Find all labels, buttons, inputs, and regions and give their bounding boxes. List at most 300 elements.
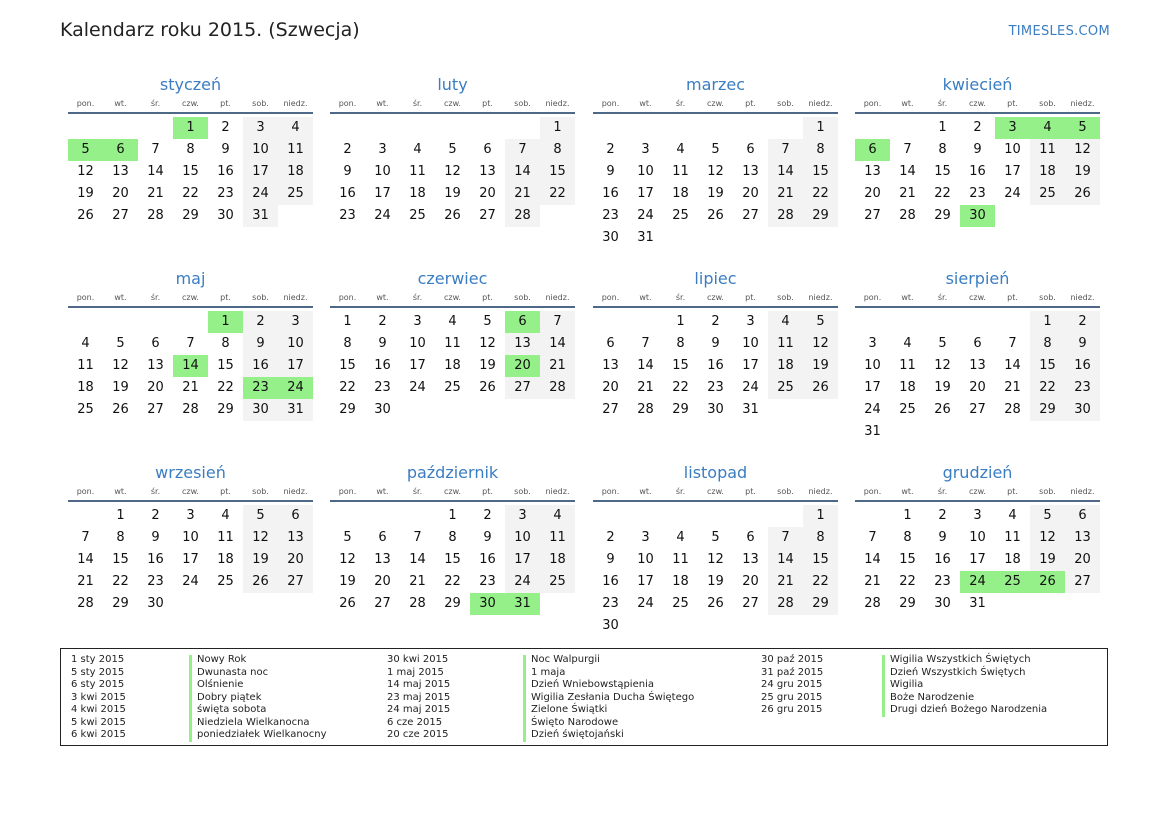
day-cell: 3 [746, 314, 755, 329]
month-block [330, 462, 575, 615]
day-grid [330, 114, 575, 227]
day-cell-empty [330, 117, 365, 139]
day-cell: 1 [803, 117, 838, 139]
day-cell: 2 [1065, 311, 1100, 333]
day-cell: 10 [409, 336, 426, 351]
month-name: wrzesień [155, 463, 226, 482]
weekday-label: niedz. [545, 293, 570, 302]
day-cell: 5 [938, 336, 947, 351]
month-block [68, 462, 313, 615]
day-cell: 16 [479, 552, 496, 567]
legend-date: 30 kwi 2015 [387, 654, 449, 665]
legend-names-1 [197, 654, 327, 742]
legend-date: 5 kwi 2015 [71, 716, 126, 728]
month-name: lipiec [694, 269, 737, 288]
day-cell: 1 [803, 505, 838, 527]
day-cell: 1 [116, 508, 125, 523]
day-cell: 29 [672, 402, 689, 417]
day-cell: 26 [479, 380, 496, 395]
day-cell: 22 [540, 183, 575, 205]
weekday-label: czw. [707, 293, 724, 302]
weekday-label: wt. [639, 293, 652, 302]
weekday-label: sob. [777, 293, 794, 302]
month-name: luty [437, 75, 468, 94]
day-cell: 16 [969, 164, 986, 179]
weekday-header [330, 96, 575, 114]
day-cell-empty [698, 505, 733, 527]
weekday-label: pon. [338, 487, 357, 496]
weekday-label: pon. [601, 293, 620, 302]
month-block [855, 268, 1100, 443]
day-cell: 2 [378, 314, 387, 329]
day-cell: 17 [243, 161, 278, 183]
day-cell: 5 [483, 314, 492, 329]
day-cell: 25 [540, 571, 575, 593]
day-cell: 8 [343, 336, 352, 351]
day-cell: 3 [243, 117, 278, 139]
weekday-header [593, 96, 838, 114]
day-cell: 8 [803, 527, 838, 549]
day-cell-holiday: 30 [960, 205, 995, 227]
month-name: listopad [683, 463, 748, 482]
weekday-label: czw. [182, 293, 199, 302]
day-cell: 12 [934, 358, 951, 373]
day-cell: 7 [903, 142, 912, 157]
legend-holiday-name: Niedziela Wielkanocna [197, 716, 310, 728]
day-cell: 21 [768, 183, 803, 205]
day-cell-empty [103, 311, 138, 333]
day-cell: 4 [413, 142, 422, 157]
legend-names-2 [531, 654, 694, 742]
day-cell: 2 [243, 311, 278, 333]
month-name: sierpień [945, 269, 1010, 288]
day-cell: 2 [221, 120, 230, 135]
month-name: kwiecień [942, 75, 1013, 94]
legend-holiday-name: Zielone Świątki [531, 704, 608, 715]
day-cell: 30 [243, 399, 278, 421]
weekday-label: śr. [150, 487, 161, 496]
day-cell: 11 [672, 552, 689, 567]
day-cell: 23 [217, 186, 234, 201]
day-cell: 8 [221, 336, 230, 351]
weekday-label: czw. [969, 99, 986, 108]
day-cell: 8 [938, 142, 947, 157]
day-cell: 28 [768, 593, 803, 615]
day-cell: 17 [969, 552, 986, 567]
day-cell: 27 [374, 596, 391, 611]
day-grid [855, 502, 1100, 615]
weekday-label: sob. [1039, 487, 1056, 496]
day-cell: 1 [903, 508, 912, 523]
day-cell: 27 [742, 596, 759, 611]
day-cell: 12 [1065, 139, 1100, 161]
day-cell: 26 [934, 402, 951, 417]
day-cell: 28 [768, 205, 803, 227]
day-cell-empty [855, 311, 890, 333]
day-cell: 9 [343, 164, 352, 179]
legend-date: 4 kwi 2015 [71, 704, 126, 715]
day-cell: 15 [182, 164, 199, 179]
month-block [855, 74, 1100, 227]
day-cell: 23 [602, 596, 619, 611]
day-cell-empty [663, 505, 698, 527]
day-cell: 7 [641, 336, 650, 351]
day-cell: 28 [1004, 402, 1021, 417]
day-cell: 8 [903, 530, 912, 545]
day-cell: 28 [182, 402, 199, 417]
weekday-header [330, 484, 575, 502]
day-cell: 31 [637, 230, 654, 245]
weekday-label: wt. [114, 487, 127, 496]
month-block [68, 74, 313, 227]
weekday-label: śr. [675, 99, 686, 108]
day-cell-empty [663, 117, 698, 139]
weekday-label: śr. [937, 99, 948, 108]
day-cell: 17 [505, 549, 540, 571]
day-cell: 5 [711, 530, 720, 545]
day-cell: 17 [1004, 164, 1021, 179]
day-cell-holiday: 6 [855, 139, 890, 161]
day-cell: 7 [768, 527, 803, 549]
weekday-label: niedz. [808, 99, 833, 108]
day-cell: 4 [81, 336, 90, 351]
day-cell: 2 [711, 314, 720, 329]
weekday-header [855, 290, 1100, 308]
weekday-label: sob. [777, 487, 794, 496]
day-cell: 29 [339, 402, 356, 417]
weekday-label: wt. [376, 487, 389, 496]
day-cell: 9 [378, 336, 387, 351]
legend-date: 6 cze 2015 [387, 716, 443, 728]
legend-holiday-name: Dzień świętojański [531, 729, 624, 740]
day-cell: 2 [343, 142, 352, 157]
day-cell: 10 [278, 333, 313, 355]
weekday-label: wt. [639, 487, 652, 496]
day-cell-holiday: 23 [243, 377, 278, 399]
weekday-label: śr. [412, 487, 423, 496]
legend-date: 3 kwi 2015 [71, 691, 126, 703]
weekday-label: niedz. [283, 487, 308, 496]
day-cell: 30 [1065, 399, 1100, 421]
day-cell: 20 [1065, 549, 1100, 571]
day-cell: 7 [1008, 336, 1017, 351]
legend-holiday-name: Dobry piątek [197, 691, 262, 703]
legend-holiday-name: Noc Walpurgii [531, 654, 600, 665]
month-block [855, 462, 1100, 615]
day-cell: 4 [768, 311, 803, 333]
day-cell: 21 [182, 380, 199, 395]
day-cell: 21 [409, 574, 426, 589]
weekday-label: czw. [444, 293, 461, 302]
day-cell: 26 [707, 208, 724, 223]
day-cell: 17 [278, 355, 313, 377]
day-cell: 10 [182, 530, 199, 545]
day-cell: 18 [672, 186, 689, 201]
weekday-label: sob. [252, 99, 269, 108]
day-cell: 19 [243, 549, 278, 571]
day-cell: 14 [505, 161, 540, 183]
day-cell-empty [890, 311, 925, 333]
weekday-label: pon. [601, 99, 620, 108]
day-cell: 8 [186, 142, 195, 157]
day-cell: 14 [77, 552, 94, 567]
day-cell: 22 [672, 380, 689, 395]
legend-date: 6 sty 2015 [71, 679, 125, 690]
day-cell: 29 [803, 205, 838, 227]
day-cell: 16 [602, 574, 619, 589]
day-cell-empty [733, 505, 768, 527]
day-cell: 20 [479, 186, 496, 201]
day-cell: 16 [707, 358, 724, 373]
day-cell: 13 [147, 358, 164, 373]
day-cell: 19 [707, 186, 724, 201]
day-cell-empty [768, 505, 803, 527]
day-cell: 28 [77, 596, 94, 611]
day-cell-empty [995, 311, 1030, 333]
day-cell: 4 [1008, 508, 1017, 523]
day-cell: 23 [707, 380, 724, 395]
legend-date: 25 gru 2015 [761, 691, 823, 703]
day-cell: 27 [505, 377, 540, 399]
day-cell: 15 [444, 552, 461, 567]
weekday-header [855, 96, 1100, 114]
day-grid [68, 114, 313, 227]
day-cell: 5 [343, 530, 352, 545]
day-cell: 4 [278, 117, 313, 139]
legend-date: 24 gru 2015 [761, 679, 823, 690]
day-cell: 19 [339, 574, 356, 589]
day-cell: 30 [374, 402, 391, 417]
day-cell: 13 [278, 527, 313, 549]
site-link[interactable]: TIMESLES.COM [1008, 24, 1110, 39]
legend-holiday-name: Boże Narodzenie [890, 691, 975, 703]
day-cell: 9 [483, 530, 492, 545]
weekday-label: śr. [412, 99, 423, 108]
month-name: maj [175, 269, 206, 288]
day-cell: 14 [768, 549, 803, 571]
day-cell: 24 [1004, 186, 1021, 201]
weekday-label: śr. [675, 293, 686, 302]
day-cell: 7 [540, 311, 575, 333]
legend-holiday-name: Wigilia Zesłania Ducha Świętego [531, 691, 695, 703]
day-cell: 11 [899, 358, 916, 373]
day-cell-empty [173, 311, 208, 333]
day-cell: 2 [938, 508, 947, 523]
day-cell: 29 [217, 402, 234, 417]
day-cell: 9 [938, 530, 947, 545]
legend-date: 20 cze 2015 [387, 729, 449, 740]
day-cell: 11 [444, 336, 461, 351]
day-cell: 21 [147, 186, 164, 201]
day-cell: 3 [278, 311, 313, 333]
day-cell: 16 [243, 355, 278, 377]
day-cell-empty [628, 311, 663, 333]
day-cell: 27 [969, 402, 986, 417]
day-cell: 3 [413, 314, 422, 329]
day-cell: 7 [151, 142, 160, 157]
day-cell: 21 [864, 574, 881, 589]
day-cell: 26 [339, 596, 356, 611]
day-cell: 24 [637, 208, 654, 223]
day-cell: 24 [505, 571, 540, 593]
day-cell: 14 [540, 333, 575, 355]
month-name: październik [406, 463, 499, 482]
day-cell: 10 [742, 336, 759, 351]
weekday-label: czw. [182, 99, 199, 108]
day-cell: 6 [973, 336, 982, 351]
day-cell: 8 [803, 139, 838, 161]
day-cell: 31 [243, 205, 278, 227]
holiday-legend [60, 648, 1108, 746]
day-cell: 11 [1004, 530, 1021, 545]
day-cell: 4 [540, 505, 575, 527]
day-cell: 13 [742, 552, 759, 567]
day-cell: 25 [444, 380, 461, 395]
weekday-label: pt. [1007, 487, 1018, 496]
day-cell: 13 [742, 164, 759, 179]
day-cell-empty [400, 117, 435, 139]
day-cell: 26 [112, 402, 129, 417]
weekday-label: pon. [863, 487, 882, 496]
day-cell-holiday: 30 [470, 593, 505, 615]
weekday-label: czw. [707, 99, 724, 108]
weekday-label: sob. [514, 99, 531, 108]
day-cell: 11 [672, 164, 689, 179]
day-grid [68, 308, 313, 421]
day-cell: 20 [602, 380, 619, 395]
legend-holiday-name: Olśnienie [197, 679, 244, 690]
day-cell: 6 [378, 530, 387, 545]
day-cell: 8 [676, 336, 685, 351]
day-cell: 24 [409, 380, 426, 395]
day-cell: 22 [217, 380, 234, 395]
day-cell-empty [505, 117, 540, 139]
weekday-label: niedz. [808, 293, 833, 302]
day-cell: 9 [221, 142, 230, 157]
day-cell: 1 [938, 120, 947, 135]
weekday-label: niedz. [1070, 487, 1095, 496]
legend-dates-1 [71, 654, 126, 742]
month-name: marzec [685, 75, 745, 94]
day-cell: 11 [77, 358, 94, 373]
weekday-header [593, 484, 838, 502]
day-cell: 31 [864, 424, 881, 439]
day-cell: 21 [77, 574, 94, 589]
day-cell: 27 [479, 208, 496, 223]
weekday-label: pt. [482, 99, 493, 108]
day-cell: 12 [707, 164, 724, 179]
legend-holiday-name: Nowy Rok [197, 654, 247, 665]
day-cell: 15 [217, 358, 234, 373]
day-cell: 3 [505, 505, 540, 527]
legend-names-3 [890, 654, 1047, 717]
day-cell: 20 [374, 574, 391, 589]
weekday-label: niedz. [808, 487, 833, 496]
month-block [593, 268, 838, 421]
weekday-label: pon. [76, 487, 95, 496]
weekday-label: śr. [937, 293, 948, 302]
day-cell: 2 [606, 142, 615, 157]
day-cell-empty [768, 117, 803, 139]
day-cell: 22 [803, 183, 838, 205]
day-cell: 14 [1004, 358, 1021, 373]
weekday-label: czw. [969, 293, 986, 302]
day-cell-empty [435, 117, 470, 139]
day-cell-empty [628, 117, 663, 139]
day-cell: 18 [899, 380, 916, 395]
day-cell: 11 [409, 164, 426, 179]
day-cell-empty [470, 117, 505, 139]
day-cell: 22 [1030, 377, 1065, 399]
legend-date: 30 paź 2015 [761, 654, 824, 665]
weekday-header [330, 290, 575, 308]
legend-date: 1 sty 2015 [71, 654, 125, 665]
day-cell: 24 [374, 208, 391, 223]
day-cell: 5 [116, 336, 125, 351]
day-cell: 18 [672, 574, 689, 589]
day-cell: 5 [448, 142, 457, 157]
day-cell: 29 [1030, 399, 1065, 421]
day-cell: 15 [934, 164, 951, 179]
day-cell-empty [593, 311, 628, 333]
day-cell: 10 [969, 530, 986, 545]
day-cell: 17 [742, 358, 759, 373]
day-cell: 13 [864, 164, 881, 179]
day-cell: 6 [746, 530, 755, 545]
day-cell: 17 [409, 358, 426, 373]
day-cell: 17 [182, 552, 199, 567]
day-cell-holiday: 1 [208, 311, 243, 333]
day-cell: 17 [864, 380, 881, 395]
legend-date: 14 maj 2015 [387, 679, 451, 690]
legend-holiday-name: poniedziałek Wielkanocny [197, 729, 327, 740]
weekday-label: wt. [376, 99, 389, 108]
day-cell: 13 [479, 164, 496, 179]
legend-holiday-name: Drugi dzień Bożego Narodzenia [890, 704, 1048, 715]
day-cell: 28 [899, 208, 916, 223]
day-cell: 1 [540, 117, 575, 139]
day-cell: 25 [1030, 183, 1065, 205]
month-block [330, 268, 575, 421]
day-cell: 15 [540, 161, 575, 183]
day-cell: 5 [243, 505, 278, 527]
day-cell: 4 [903, 336, 912, 351]
day-cell: 28 [637, 402, 654, 417]
day-cell: 23 [147, 574, 164, 589]
day-cell: 18 [1030, 161, 1065, 183]
weekday-label: niedz. [283, 293, 308, 302]
legend-holiday-name: święta sobota [197, 704, 267, 715]
day-cell: 12 [1030, 527, 1065, 549]
day-cell: 4 [676, 530, 685, 545]
day-cell-holiday: 5 [1065, 117, 1100, 139]
day-cell: 21 [505, 183, 540, 205]
weekday-label: pon. [338, 293, 357, 302]
day-cell-holiday: 26 [1030, 571, 1065, 593]
day-cell: 3 [186, 508, 195, 523]
day-cell: 30 [934, 596, 951, 611]
day-cell: 15 [672, 358, 689, 373]
day-cell: 2 [483, 508, 492, 523]
weekday-label: niedz. [283, 99, 308, 108]
day-cell: 1 [343, 314, 352, 329]
day-cell-empty [400, 505, 435, 527]
day-cell: 25 [672, 596, 689, 611]
day-cell: 23 [1065, 377, 1100, 399]
day-cell-empty [138, 311, 173, 333]
day-cell: 21 [768, 571, 803, 593]
legend-date: 23 maj 2015 [387, 691, 451, 703]
